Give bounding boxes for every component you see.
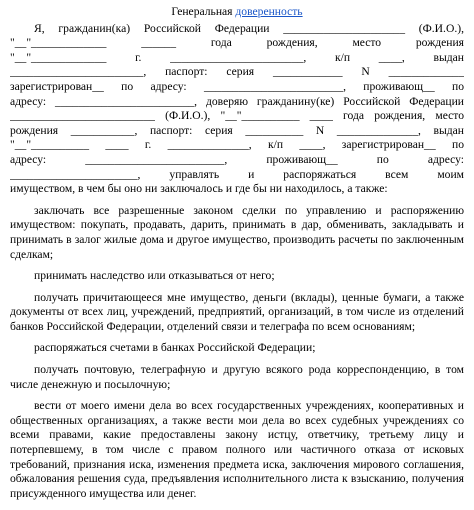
- document-title: [10, 5, 464, 20]
- body-paragraph: заключать все разрешенные законом сделки по управлению и распоряжению имуществом: покупать, продавать, дарить, принимать в дар, обменивать, закладывать и принимать в залог жилые дома и другое имущество, производить расчеты по заключенным сделкам;: [10, 203, 464, 261]
- header-line: "__"__________ ____ г. ______________, к/п ____, зарегистрирован__ по: [10, 138, 464, 152]
- header-block: [10, 22, 464, 197]
- header-line: зарегистрирован__ по адресу: ________________________, проживающ__ по: [10, 79, 464, 93]
- header-line: _______________________, паспорт: серия ____________ N _____________: [10, 65, 464, 79]
- title-prefix: Генеральная: [171, 5, 236, 18]
- header-line: адресу: ________________________, проживающ__ по адресу:: [10, 152, 464, 166]
- body-paragraphs: [10, 204, 464, 502]
- body-paragraph: распоряжаться счетами в банках Российской Федерации;: [34, 341, 316, 355]
- header-line: "__"_____________ г. _______________________, к/п ____, выдан: [10, 50, 464, 64]
- title-link[interactable]: доверенность: [235, 5, 303, 18]
- header-line: "__"_____________ ______ года рождения, место рождения: [10, 36, 464, 50]
- body-paragraph: принимать наследство или отказываться от него;: [34, 269, 275, 283]
- body-paragraph: вести от моего имени дела во всех государственных учреждениях, кооперативных и общественных организациях, а также вести мои дела во всех судебных учреждениях со всеми правами, какие предоставлены закону истцу, ответчику, третьему лицу и потерпевшему, в том числе с правом полного или частичного отказа от исковых требований, признания иска, изменения предмета иска, заключения мирового соглашения, обжалования решения суда, предъявления исполнительного листа к взысканию, получения присужденного имущества или денег.: [10, 399, 464, 500]
- header-line: адресу: ________________________, доверяю гражданину(ке) Российской Федерации: [10, 94, 464, 108]
- header-line: _________________________ (Ф.И.О.), "__"__________ ____ года рождения, место: [10, 109, 464, 123]
- body-paragraph: получать почтовую, телеграфную и другую всякого рода корреспонденцию, в том числе денежную и посылочную;: [10, 363, 464, 391]
- body-paragraph: получать причитающееся мне имущество, деньги (вклады), ценные бумаги, а также документы от всех лиц, учреждений, предприятий, организаций, в том числе из отделений банков Российской Федерации, отделений связи и телеграфа по всем основаниям;: [10, 290, 464, 333]
- header-line: имуществом, в чем бы оно ни заключалось и где бы ни находилось, а также:: [10, 182, 388, 196]
- header-line: Я, гражданин(ка) Российской Федерации _____________________ (Ф.И.О.),: [34, 21, 464, 35]
- header-line: ______________________, управлять и распоряжаться всем моим: [10, 167, 464, 181]
- header-line: рождения ___________, паспорт: серия __________ N ______________, выдан: [10, 123, 464, 137]
